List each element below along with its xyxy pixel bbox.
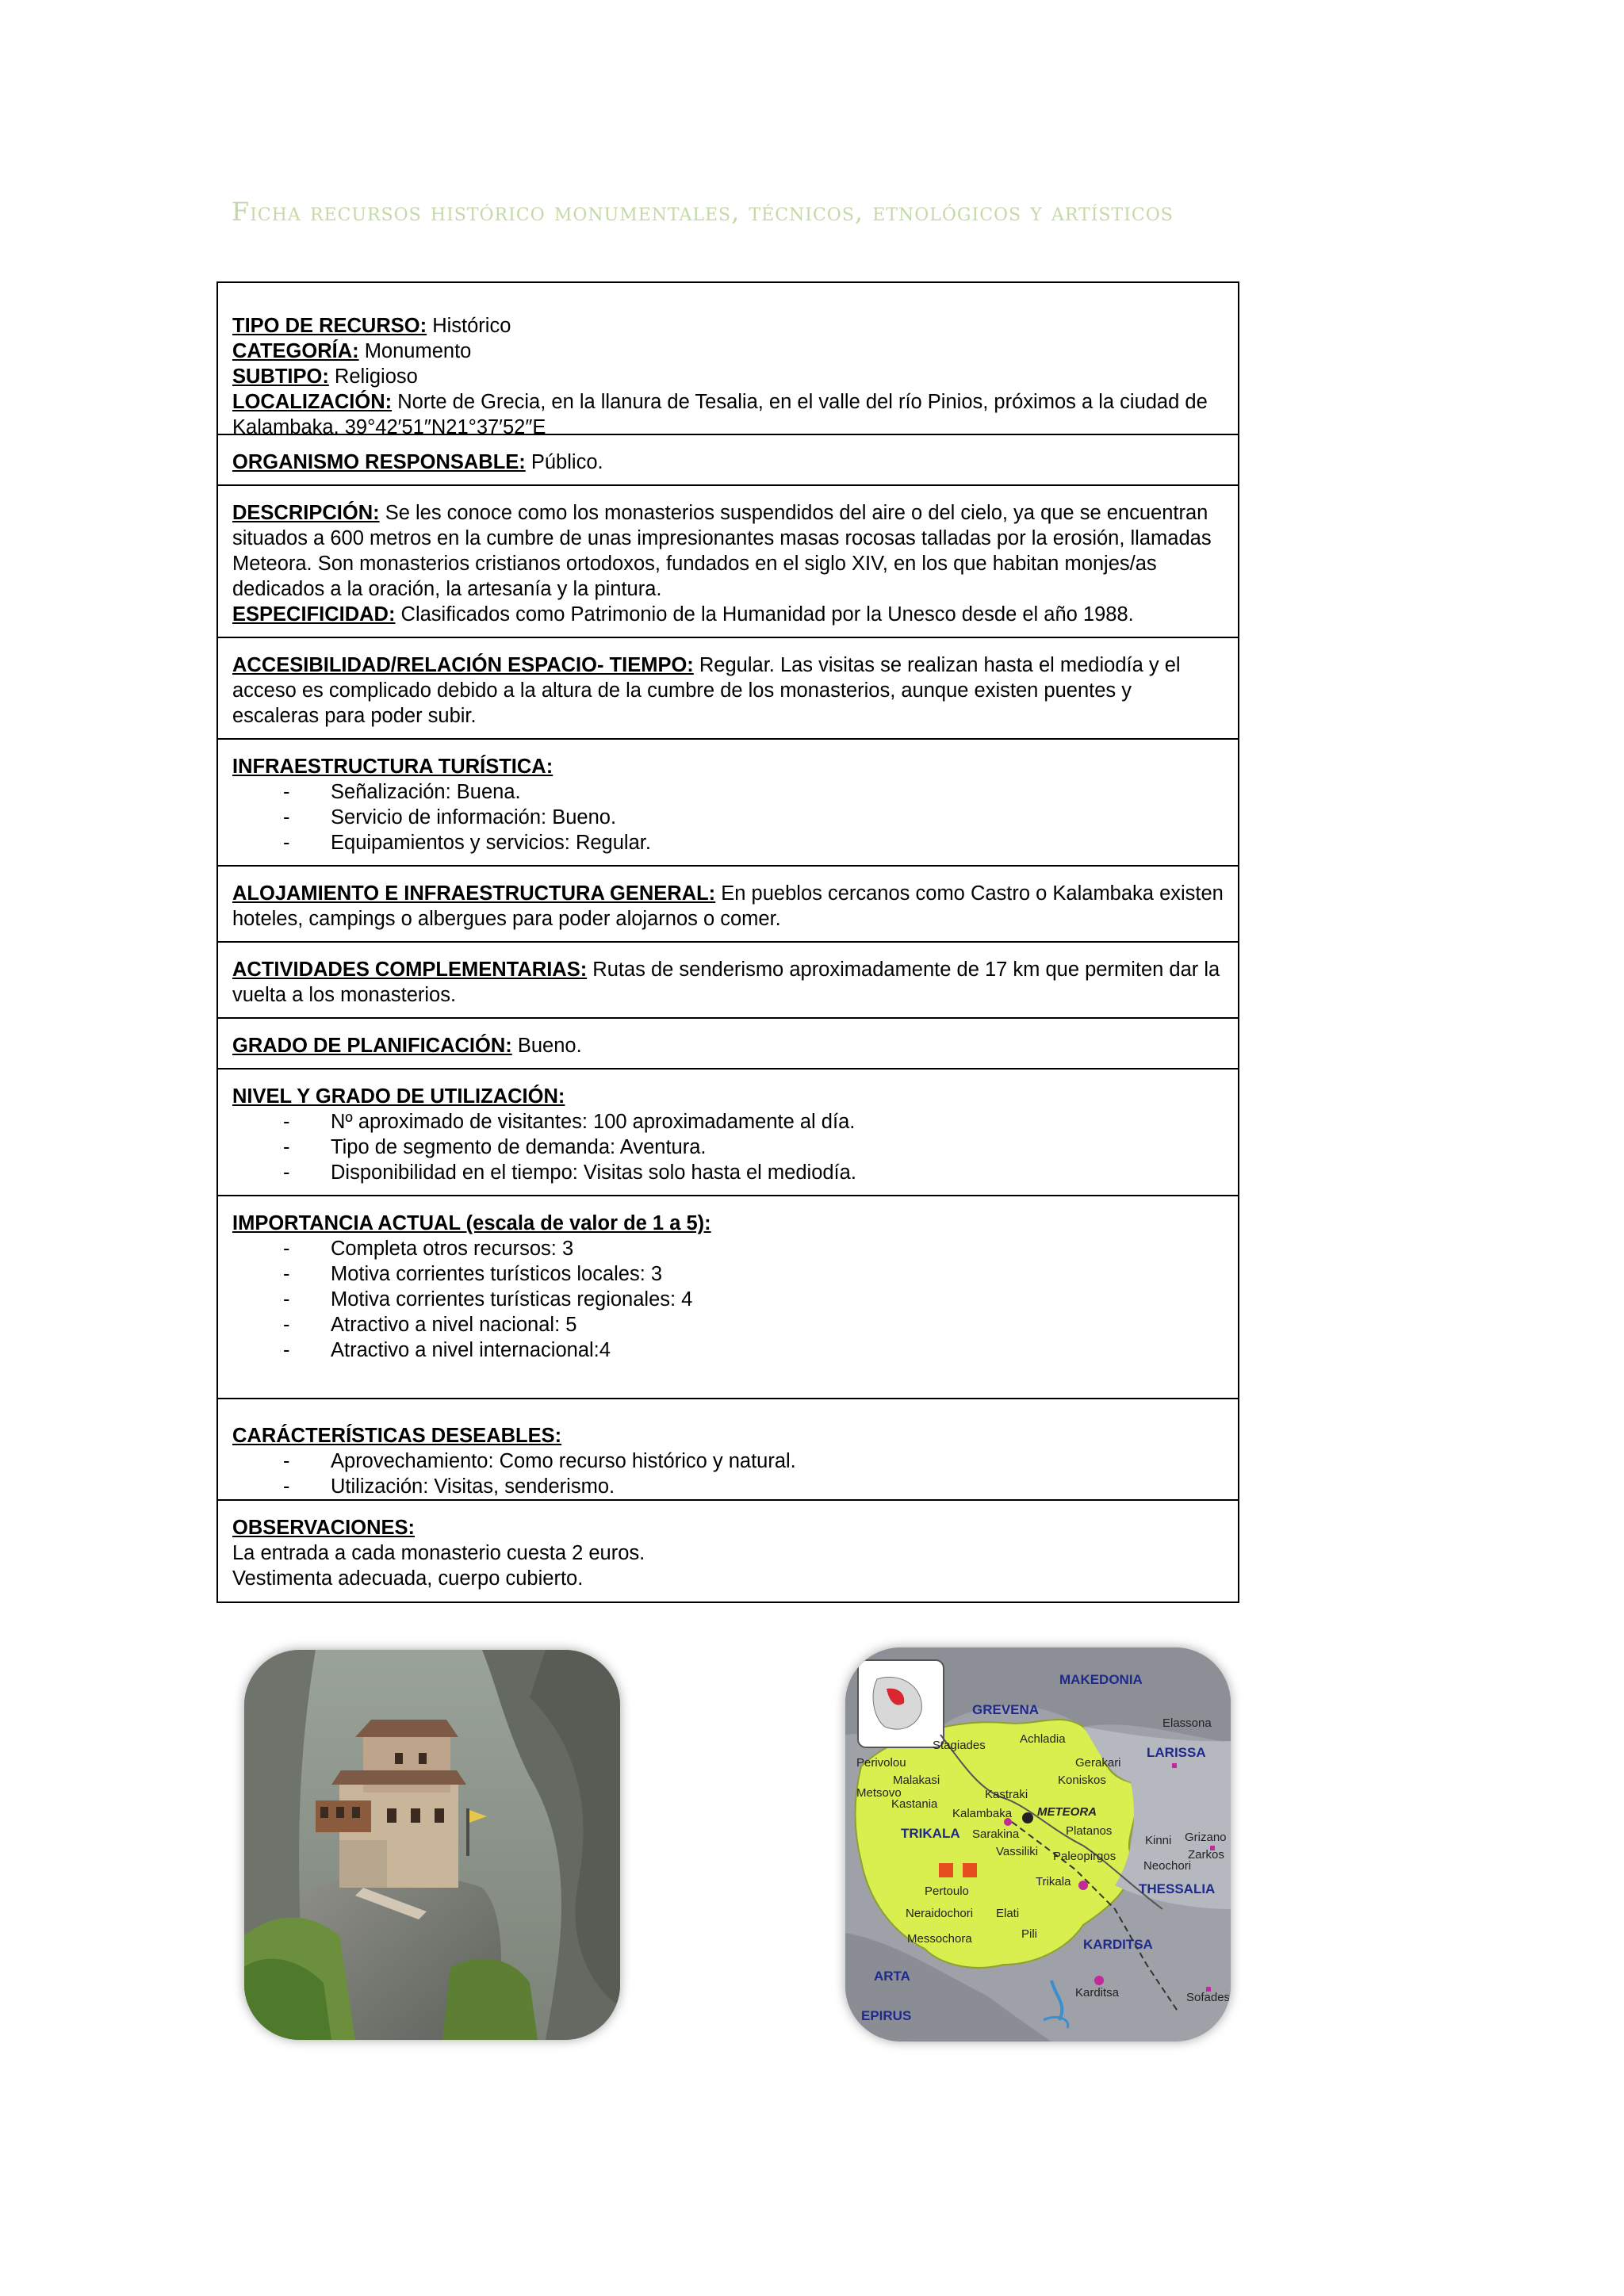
section-descripcion	[218, 484, 1238, 637]
list-item-text: Atractivo a nivel internacional:4	[331, 1339, 611, 1361]
section-identification	[218, 305, 1238, 438]
map-label-trikala: TRIKALA	[901, 1826, 960, 1841]
row-descripcion	[232, 500, 1224, 602]
section-organismo	[218, 434, 1238, 484]
row-especificidad	[232, 602, 1224, 627]
map-place-malakasi: Malakasi	[893, 1774, 940, 1787]
map-place-stagiades: Stagiades	[933, 1739, 986, 1752]
list-item	[232, 1261, 1224, 1287]
value-organismo: Público.	[525, 451, 603, 473]
map-place-elati: Elati	[996, 1907, 1020, 1920]
resource-fiche-table	[216, 281, 1239, 1603]
list-dash: -	[283, 1314, 290, 1336]
list-dash: -	[283, 1450, 290, 1472]
label-actividades: ACTIVIDADES COMPLEMENTARIAS:	[232, 959, 588, 981]
label-accesibilidad: ACCESIBILIDAD/RELACIÓN ESPACIO- TIEMPO:	[232, 654, 694, 676]
map-place-messochora: Messochora	[907, 1932, 972, 1946]
list-item	[232, 1448, 1224, 1474]
list-item-text: Nº aproximado de visitantes: 100 aproximadamente al día.	[331, 1111, 856, 1133]
section-planificacion	[218, 1017, 1238, 1068]
map-place-metsovo: Metsovo	[856, 1786, 902, 1800]
section-observaciones	[218, 1499, 1238, 1603]
label-especificidad: ESPECIFICIDAD:	[232, 603, 396, 626]
value-localizacion: Norte de Grecia, en la llanura de Tesalia, en el valle del río Pinios, próximos a la ciudad de Kalambaka. 39°42′51″N21°37′52″E	[232, 391, 1208, 438]
list-item	[232, 805, 1224, 830]
map-place-trikala: Trikala	[1036, 1875, 1071, 1888]
map-place-vassiliki: Vassiliki	[996, 1845, 1039, 1858]
list-item-text: Motiva corrientes turísticos locales: 3	[331, 1263, 663, 1285]
map-place-pili: Pili	[1021, 1927, 1038, 1941]
label-tipo: TIPO DE RECURSO:	[232, 315, 427, 337]
value-alojamiento: En pueblos cercanos como Castro o Kalambaka existen hoteles, campings o albergues para poder alojarnos o comer.	[232, 882, 1224, 930]
section-caracteristicas	[218, 1398, 1238, 1499]
map-place-gerakari: Gerakari	[1075, 1756, 1121, 1770]
row-localizacion	[232, 389, 1224, 440]
list-item	[232, 1135, 1224, 1160]
page-title: Ficha recursos histórico monumentales, técnicos, etnológicos y artísticos	[232, 197, 1174, 227]
map-place-neochori: Neochori	[1143, 1859, 1192, 1873]
list-item	[232, 1236, 1224, 1261]
list-dash: -	[283, 1136, 290, 1158]
map-place-meteora: METEORA	[1037, 1805, 1097, 1819]
list-item	[232, 1160, 1224, 1185]
label-nivel: NIVEL Y GRADO DE UTILIZACIÓN:	[232, 1085, 565, 1108]
label-planificacion: GRADO DE PLANIFICACIÓN:	[232, 1035, 512, 1057]
list-item-text: Servicio de información: Bueno.	[331, 806, 617, 828]
map-label-thessalia: THESSALIA	[1139, 1881, 1216, 1896]
map-place-kalambaka: Kalambaka	[952, 1807, 1013, 1820]
label-infraestructura: INFRAESTRUCTURA TURÍSTICA:	[232, 756, 553, 778]
map-label-grevena: GREVENA	[972, 1702, 1040, 1717]
section-accesibilidad	[218, 637, 1238, 738]
map-place-paleopirgos: Paleopirgos	[1053, 1850, 1116, 1863]
map-place-pertoulo: Pertoulo	[925, 1885, 969, 1898]
map-place-elassona: Elassona	[1162, 1716, 1212, 1730]
list-item	[232, 1287, 1224, 1312]
list-item	[232, 1337, 1224, 1363]
section-importancia	[218, 1195, 1238, 1398]
label-caracteristicas: CARÁCTERÍSTICAS DESEABLES:	[232, 1425, 562, 1447]
map-place-grizano: Grizano	[1185, 1831, 1227, 1844]
map-place-zarkos: Zarkos	[1188, 1848, 1224, 1862]
map-label-makedonia: MAKEDONIA	[1059, 1672, 1143, 1687]
value-accesibilidad: Regular. Las visitas se realizan hasta el mediodía y el acceso es complicado debido a la altura de la cumbre de los monasterios, aunque existen puentes y escaleras para poder subir.	[232, 654, 1181, 727]
list-dash: -	[283, 781, 290, 803]
map-place-karditsa: Karditsa	[1075, 1986, 1120, 1999]
list-item	[232, 830, 1224, 855]
map-place-perivolou: Perivolou	[856, 1756, 906, 1770]
map-label-karditsa: KARDITSA	[1083, 1937, 1153, 1952]
list-item	[232, 1109, 1224, 1135]
label-observaciones: OBSERVACIONES:	[232, 1517, 416, 1539]
row-tipo	[232, 313, 1224, 339]
row-subtipo	[232, 364, 1224, 389]
list-item	[232, 1312, 1224, 1337]
value-especificidad: Clasificados como Patrimonio de la Humanidad por la Unesco desde el año 1988.	[395, 603, 1134, 626]
value-tipo: Histórico	[427, 315, 511, 337]
value-subtipo: Religioso	[328, 365, 418, 388]
meteora-map-graphic	[845, 1647, 1231, 2042]
list-item-text: Equipamientos y servicios: Regular.	[331, 832, 651, 854]
list-dash: -	[283, 1238, 290, 1260]
list-item-text: Aprovechamiento: Como recurso histórico y natural.	[331, 1450, 796, 1472]
list-dash: -	[283, 1339, 290, 1361]
list-item-text: Disponibilidad en el tiempo: Visitas solo hasta el mediodía.	[331, 1161, 856, 1184]
list-item-text: Utilización: Visitas, senderismo.	[331, 1475, 615, 1498]
label-descripcion: DESCRIPCIÓN:	[232, 502, 380, 524]
list-item-text: Completa otros recursos: 3	[331, 1238, 574, 1260]
map-place-kastraki: Kastraki	[985, 1788, 1028, 1801]
monastery-illustration	[244, 1650, 620, 2040]
map-place-sofades: Sofades	[1186, 1991, 1231, 2004]
section-infraestructura	[218, 738, 1238, 865]
list-dash: -	[283, 1111, 290, 1133]
map-place-platanos: Platanos	[1066, 1824, 1113, 1838]
map-label-arta: ARTA	[874, 1969, 910, 1984]
list-item-text: Tipo de segmento de demanda: Aventura.	[331, 1136, 707, 1158]
label-subtipo: SUBTIPO:	[232, 365, 329, 388]
list-item-text: Señalización: Buena.	[331, 781, 521, 803]
value-actividades: Rutas de senderismo aproximadamente de 17 km que permiten dar la vuelta a los monasterios.	[232, 959, 1220, 1006]
monastery-photo	[244, 1650, 620, 2040]
map-place-achladia: Achladia	[1020, 1732, 1066, 1746]
map-label-epirus: EPIRUS	[861, 2008, 912, 2023]
label-alojamiento: ALOJAMIENTO E INFRAESTRUCTURA GENERAL:	[232, 882, 716, 905]
observaciones-line: La entrada a cada monasterio cuesta 2 euros.	[232, 1542, 645, 1564]
list-item-text: Motiva corrientes turísticas regionales: 4	[331, 1288, 693, 1311]
region-map	[845, 1647, 1231, 2042]
list-dash: -	[283, 1263, 290, 1285]
list-item	[232, 1474, 1224, 1499]
list-item	[232, 779, 1224, 805]
section-nivel	[218, 1068, 1238, 1195]
list-dash: -	[283, 832, 290, 854]
value-descripcion: Se les conoce como los monasterios suspendidos del aire o del cielo, ya que se encuentran situados a 600 metros en la cumbre de unas impresionantes masas rocosas talladas por la erosión, llamadas Meteora. Son monasterios cristianos ortodoxos, fundados en el siglo XIV, en los que habitan monjes/as dedicados a la oración, la artesanía y la pintura.	[232, 502, 1212, 600]
row-categoria	[232, 339, 1224, 364]
label-categoria: CATEGORÍA:	[232, 340, 359, 362]
value-categoria: Monumento	[358, 340, 472, 362]
label-organismo: ORGANISMO RESPONSABLE:	[232, 451, 526, 473]
map-place-kinni: Kinni	[1145, 1834, 1172, 1847]
label-importancia: IMPORTANCIA ACTUAL (escala de valor de 1 a 5):	[232, 1212, 711, 1234]
list-dash: -	[283, 1288, 290, 1311]
map-label-larissa: LARISSA	[1147, 1745, 1206, 1760]
list-dash: -	[283, 806, 290, 828]
list-item-text: Atractivo a nivel nacional: 5	[331, 1314, 577, 1336]
section-alojamiento	[218, 865, 1238, 941]
value-planificacion: Bueno.	[511, 1035, 582, 1057]
label-localizacion: LOCALIZACIÓN:	[232, 391, 393, 413]
map-place-sarakina: Sarakina	[972, 1827, 1020, 1841]
list-dash: -	[283, 1161, 290, 1184]
list-dash: -	[283, 1475, 290, 1498]
section-actividades	[218, 941, 1238, 1017]
map-place-neraidochori: Neraidochori	[906, 1907, 974, 1920]
observaciones-line: Vestimenta adecuada, cuerpo cubierto.	[232, 1567, 584, 1590]
map-place-koniskos: Koniskos	[1058, 1774, 1106, 1787]
map-place-kastania: Kastania	[891, 1797, 938, 1811]
